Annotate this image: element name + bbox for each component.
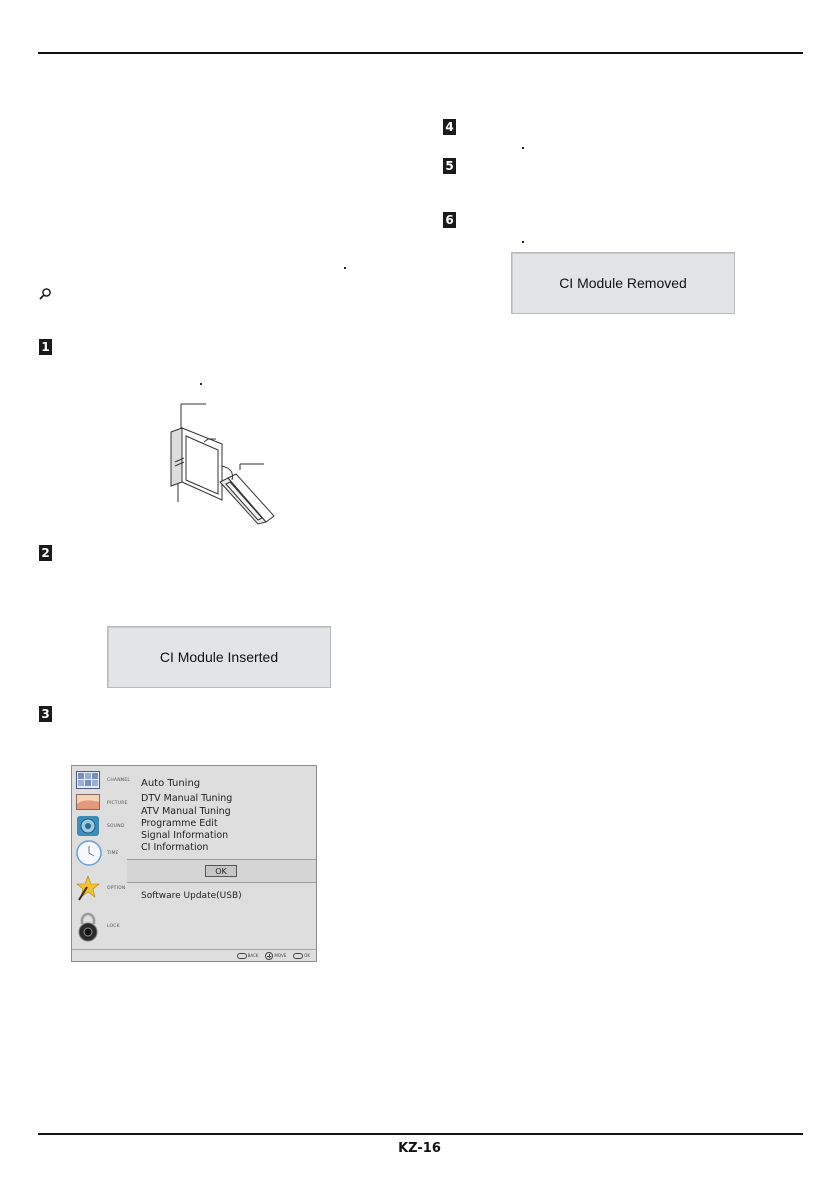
menu-key-icon <box>237 953 247 959</box>
ci-card-illustration <box>164 402 284 526</box>
menu-category-label: PICTURE <box>107 801 128 806</box>
tv-channel-menu <box>71 765 317 962</box>
menu-category-label: SOUND <box>107 824 125 829</box>
menu-category-lock[interactable] <box>76 912 120 942</box>
menu-footer-hints <box>72 949 316 961</box>
step-6-badge: 6 <box>443 212 456 228</box>
back-hint <box>237 953 259 959</box>
menu-category-label: LOCK <box>107 924 120 929</box>
menu-item-atv-manual-tuning[interactable]: ATV Manual Tuning <box>141 805 231 817</box>
menu-category-label: TIME <box>107 851 119 856</box>
menu-category-label: OPTION <box>107 886 126 891</box>
option-wand-icon <box>76 875 100 901</box>
dpad-icon <box>265 952 273 960</box>
menu-category-label: CHANNEL <box>107 778 131 783</box>
step-4-badge: 4 <box>443 119 456 135</box>
ci-module-inserted-text: CI Module Inserted <box>159 649 279 665</box>
clock-icon <box>76 840 102 866</box>
menu-item-dtv-manual-tuning[interactable]: DTV Manual Tuning <box>141 793 233 805</box>
menu-item-signal-information[interactable]: Signal Information <box>141 830 229 842</box>
back-hint-label: BACK <box>247 953 259 958</box>
step-1-badge: 1 <box>39 339 52 355</box>
channel-icon <box>76 771 100 789</box>
menu-item-software-update[interactable]: Software Update(USB) <box>141 891 242 901</box>
menu-category-column <box>72 766 131 952</box>
sound-icon <box>76 815 100 837</box>
menu-item-programme-edit[interactable]: Programme Edit <box>141 817 218 829</box>
menu-category-picture[interactable] <box>76 794 128 810</box>
ci-module-removed-text: CI Module Removed <box>559 275 687 291</box>
ok-hint <box>293 953 310 959</box>
ci-module-removed-popup <box>511 252 735 314</box>
menu-item-auto-tuning[interactable]: Auto Tuning <box>141 778 201 789</box>
step-3-badge: 3 <box>39 706 52 722</box>
menu-category-sound[interactable] <box>76 815 125 837</box>
page-number: KZ-16 <box>398 1141 441 1156</box>
step-5-badge: 5 <box>443 158 456 174</box>
ok-hint-label: OK <box>304 953 310 958</box>
print-dot <box>344 267 346 269</box>
search-icon <box>38 287 52 301</box>
step-2-badge: 2 <box>39 545 52 561</box>
menu-category-time[interactable] <box>76 840 119 866</box>
footer-rule <box>38 1133 803 1135</box>
menu-category-option[interactable] <box>76 875 126 901</box>
lock-icon <box>76 912 100 942</box>
menu-item-list <box>141 778 232 855</box>
print-dot <box>522 147 524 149</box>
menu-item-ci-information[interactable]: CI Information <box>141 842 209 854</box>
move-hint-label: MOVE <box>274 953 287 958</box>
picture-icon <box>76 794 100 810</box>
menu-ok-button[interactable]: OK <box>205 865 237 877</box>
header-rule <box>38 52 803 54</box>
print-dot <box>522 241 524 243</box>
print-dot <box>200 383 202 385</box>
menu-category-channel[interactable] <box>76 771 131 789</box>
ci-module-inserted-popup <box>107 626 331 688</box>
move-hint <box>265 952 286 960</box>
ok-key-icon <box>293 953 303 959</box>
